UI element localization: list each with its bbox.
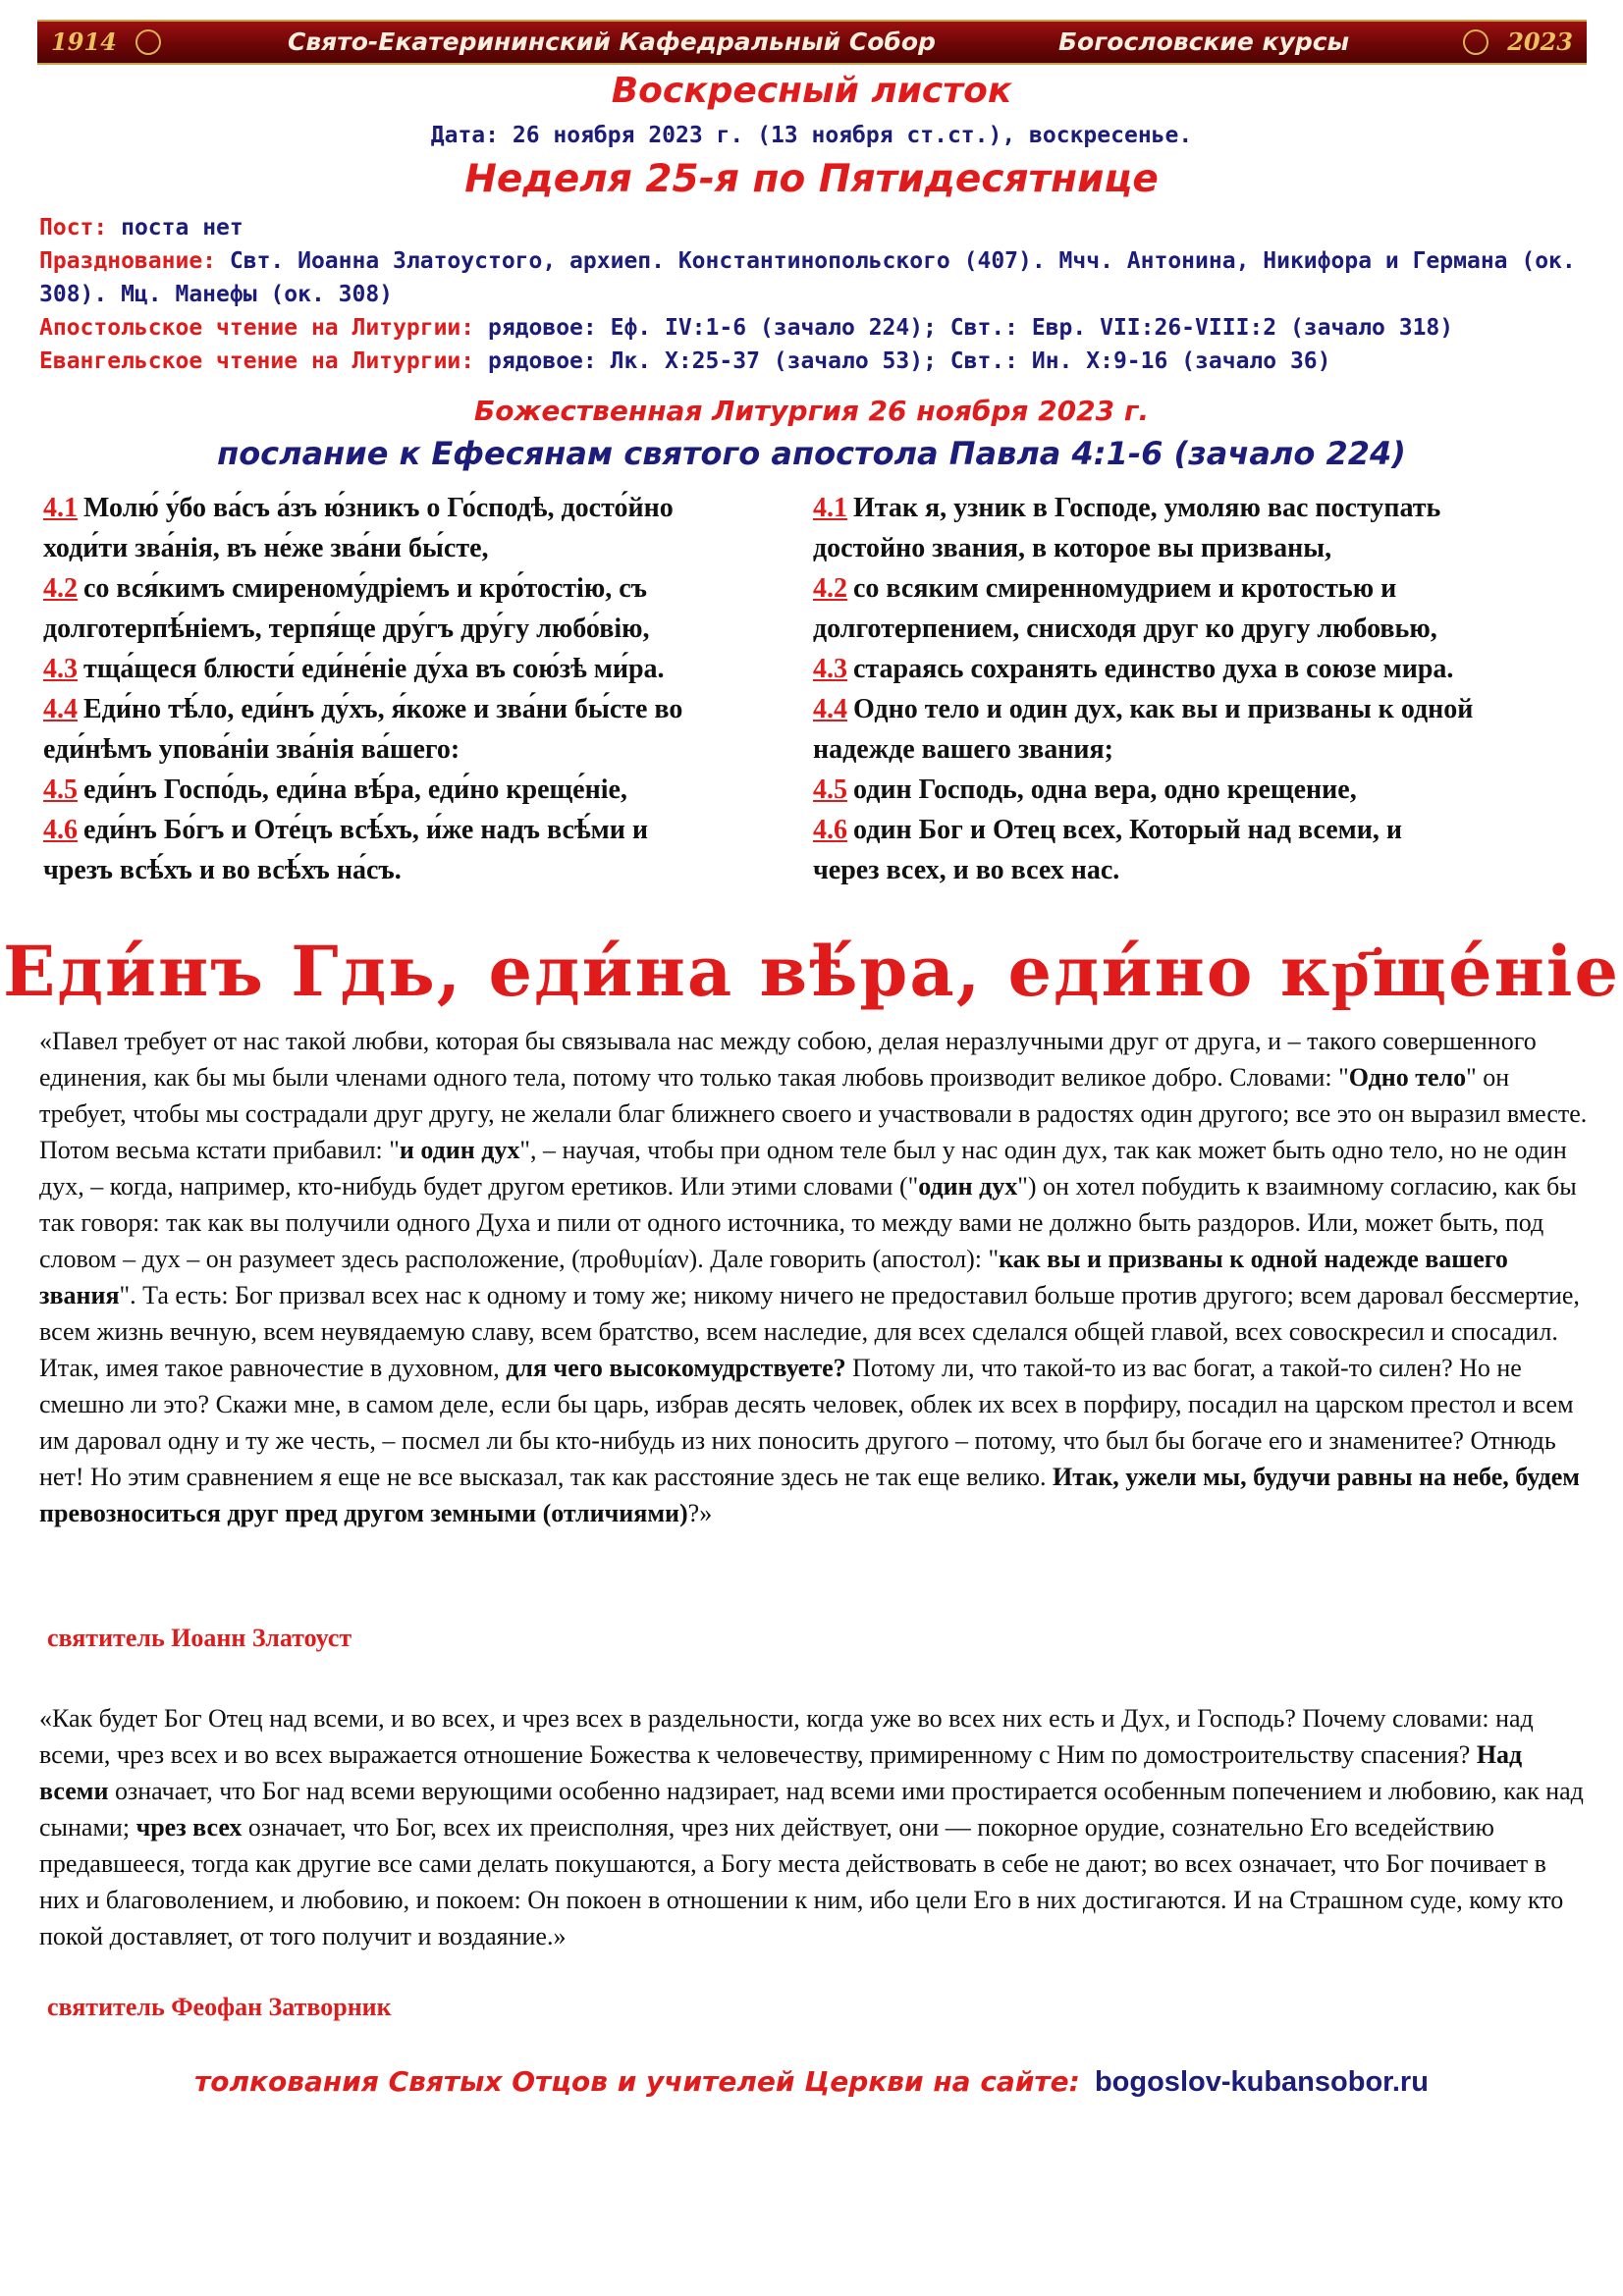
footer [0,2065,1623,2099]
banner-year-left: 1914 [51,27,117,56]
verse-line [43,729,789,770]
verse-text: надежде вашего звания; [813,734,1113,765]
quote-text: " он требует, чтобы мы сострадали друг другу, не желали благ ближнего своего и участвовали в радостях один другого; все это он выразил вместе. Потом весьма кстати прибавил: " [39,1063,1588,1164]
verse-number-link[interactable]: 4.2 [43,573,78,604]
verse-text: Молю́ у́бо ва́съ а́зъ ю́зникъ о Го́сподѣ, досто́йно [83,493,674,523]
fast-line [39,211,1591,244]
banner-year-right: 2023 [1507,27,1573,56]
verse-text: стараясь сохранять единство духа в союзе мира. [853,654,1454,684]
slavonic-column [43,488,789,890]
verse-line [813,488,1589,528]
banner-courses: Богословские курсы [1058,27,1350,56]
banner-title: Свято-Екатерининский Кафедральный Собор [288,27,936,56]
date-line: Дата: 26 ноября 2023 г. (13 ноября ст.ст.), воскресенье. [430,123,1193,148]
quote-theophan [39,1700,1591,1954]
verse-number-link[interactable]: 4.4 [813,694,847,724]
verse-text: долготерпением, снисходя друг ко другу любовью, [813,614,1437,644]
verse-number-link[interactable]: 4.1 [813,493,847,523]
quote-text: ". Та есть: Бог призвал всех нас к одному и тому же; никому ничего не предоставил больше против другого; всем даровал бессмертие, всем жизнь вечную, всем неувядаемую славу, всем братство, всем наследие, для всех сделался общей главой, всех совоскресил и спосадил. Итак, имея такое равночестие в духовном, [39,1281,1580,1382]
quote-bold: один дух [918,1172,1018,1201]
apostle-value: рядовое: Еф. IV:1-6 (зачало 224); Свт.: Евр. VII:26-VIII:2 (зачало 318) [487,315,1454,341]
gospel-value: рядовое: Лк. X:25-37 (зачало 53); Свт.: Ин. X:9-16 (зачало 36) [487,348,1331,374]
verse-text: Итак я, узник в Господе, умоляю вас поступать [853,493,1441,523]
verse-number-link[interactable]: 4.6 [813,815,847,845]
quote-text: ?» [687,1499,713,1527]
header-banner [37,20,1587,65]
feast-label: Празднование: [39,248,217,274]
footer-text: толкования Святых Отцов и учителей Церкви на сайте: [194,2065,1080,2098]
verse-number-link[interactable]: 4.3 [813,654,847,684]
page-title: Воскресный листок [611,71,1012,111]
quote-chrysostom [39,1023,1591,1531]
fast-value: поста нет [121,215,243,240]
verse-number-link[interactable]: 4.4 [43,694,78,724]
verse-number-link[interactable]: 4.5 [43,774,78,805]
verse-line [43,689,789,729]
verse-line [43,528,789,568]
quote-bold: как вы и призваны к одной надежде вашего звания [39,1245,1508,1309]
verse-number-link[interactable]: 4.1 [43,493,78,523]
liturgy-title: Божественная Литургия 26 ноября 2023 г. [473,395,1150,427]
verse-line [813,770,1589,810]
verse-line [813,568,1589,609]
verse-line [813,609,1589,649]
quote-bold: Над всеми [39,1740,1523,1805]
verse-text: Одно тело и один дух, как вы и призваны к одной [853,694,1474,724]
verse-line [813,528,1589,568]
ornament-icon [135,29,161,55]
quote-bold: Одно тело [1348,1063,1467,1092]
verse-text: через всех, и во всех нас. [813,855,1120,885]
verse-line [43,609,789,649]
verse-text: со всяким смиренномудрием и кротостью и [853,573,1397,604]
quote-bold: чрез всех [135,1813,243,1842]
verse-line [43,810,789,850]
verse-text: со вся́кимъ смиреному́дріемъ и кро́тостію, съ [83,573,647,604]
slavonic-banner: Еди́нъ Гдь, еди́на вѣ́ра, еди́но кр҃ще́ніе [3,931,1620,1012]
verse-line [813,850,1589,890]
verse-line [813,689,1589,729]
epistle-title: послание к Ефесянам святого апостола Павла 4:1-6 (зачало 224) [217,435,1406,472]
feast-value: Свт. Иоанна Златоустого, архиеп. Константинопольского (407). Мчч. Антонина, Никифора и Германа (ок. 308). Мц. Манефы (ок. 308) [39,248,1576,307]
ornament-icon [1463,29,1488,55]
verse-line [813,729,1589,770]
russian-column [813,488,1589,890]
verse-line [43,488,789,528]
quote-text: означает, что Бог над всеми верующими особенно надзирает, над всеми ими простирается особенным попечением и любовию, как над сынами; [39,1777,1584,1842]
verse-text: один Бог и Отец всех, Который над всеми, и [853,815,1402,845]
verse-text: еди́нъ Бо́гъ и Оте́цъ всѣ́хъ, и́же надъ всѣ́ми и [83,815,649,845]
quote-text: ", – научая, чтобы при одном теле был у нас один дух, так как может быть одно тело, но не один дух, – когда, например, кто-нибудь будет другом еретиков. Или этими словами (" [39,1136,1567,1201]
week-title: Неделя 25-я по Пятидесятнице [464,157,1159,201]
quote-text: означает, что Бог, всех их преисполняя, чрез них действует, они — покорное орудие, сознательно Его вседействию предавшееся, тогда как другие все сами делать покушаются, а Богу места действовать в себе не дают; во всех означает, что Бог почивает в них и благоволением, и любовию, и покоем: Он покоен в отношении к ним, ибо цели Его в них достигаются. И на Страшном суде, кому кто покой доставляет, от того получит и воздаяние.» [39,1813,1564,1950]
verse-number-link[interactable]: 4.6 [43,815,78,845]
verse-text: ходи́ти зва́нія, въ не́же зва́ни бы́сте, [43,533,489,563]
apostle-line [39,311,1591,345]
verse-text: еди́нъ Госпо́дь, еди́на вѣ́ра, еди́но креще́ніе, [83,774,627,805]
author-theophan: святитель Феофан Затворник [47,1993,392,2021]
author-chrysostom: святитель Иоанн Златоуст [47,1624,352,1652]
verse-line [43,568,789,609]
verse-text: еди́нѣмъ упова́ніи зва́нія ва́шего: [43,734,460,765]
quote-text: Потому ли, что такой-то из вас богат, а такой-то силен? Но не смешно ли это? Скажи мне, в самом деле, если бы царь, избрав десять человек, облек их всех в порфиру, посадил на царском престол и всем им даровал одну и ту же честь, – посмел ли бы кто-нибудь из них поносить другого – потому, что был бы богаче его и знаменитее? Отнюдь нет! Но этим сравнением я еще не все высказал, так как расстояние здесь не так еще велико. [39,1354,1574,1491]
quote-text: ") он хотел побудить к взаимному согласию, как бы так говоря: так как вы получили одного Духа и пили от одного источника, то между вами не должно быть раздоров. Или, может быть, под словом – дух – он разумеет здесь расположение, (προθυμίαν). Дале говорить (апостол): " [39,1172,1577,1273]
verse-number-link[interactable]: 4.2 [813,573,847,604]
gospel-line [39,345,1591,378]
fast-label: Пост: [39,215,108,240]
verse-line [813,810,1589,850]
verse-text: долготерпѣ́ніемъ, терпя́ще дру́гъ дру́гу любо́вію, [43,614,650,644]
quote-text: «Как будет Бог Отец над всеми, и во всех, и чрез всех в раздельности, когда уже во всех них есть и Дух, и Господь? Почему словами: над всеми, чрез всех и во всех выражается отношение Божества к человечеству, примиренному с Ним по домостроительству спасения? [39,1704,1534,1769]
verse-text: Еди́но тѣ́ло, еди́нъ ду́хъ, я́коже и зва́ни бы́сте во [83,694,683,724]
quote-bold: и один дух [399,1136,520,1164]
footer-site-link[interactable]: bogoslov-kubansobor.ru [1094,2066,1429,2098]
verse-text: один Господь, одна вера, одно крещение, [853,774,1357,805]
verse-text: достойно звания, в которое вы призваны, [813,533,1332,563]
quote-bold: Итак, ужели мы, будучи равны на небе, будем превозноситься друг пред другом земными (отличиями) [39,1463,1581,1527]
quote-text: «Павел требует от нас такой любви, которая бы связывала нас между собою, делая неразлучными друг от друга, и – такого совершенного единения, как бы мы были членами одного тела, потому что только такая любовь производит великое добро. Словами: " [39,1027,1537,1092]
verse-line [813,649,1589,689]
verse-number-link[interactable]: 4.5 [813,774,847,805]
apostle-label: Апостольское чтение на Литургии: [39,315,475,341]
verse-line [43,770,789,810]
verse-text: чрезъ всѣ́хъ и во всѣ́хъ на́съ. [43,855,402,885]
feast-line [39,244,1591,311]
gospel-label: Евангельское чтение на Литургии: [39,348,475,374]
verse-text: тща́щеся блюсти́ еди́не́ніе ду́ха въ сою́зѣ ми́ра. [83,654,665,684]
quote-bold: для чего высокомудрствуете? [506,1354,846,1382]
verse-line [43,649,789,689]
verse-number-link[interactable]: 4.3 [43,654,78,684]
verse-line [43,850,789,890]
